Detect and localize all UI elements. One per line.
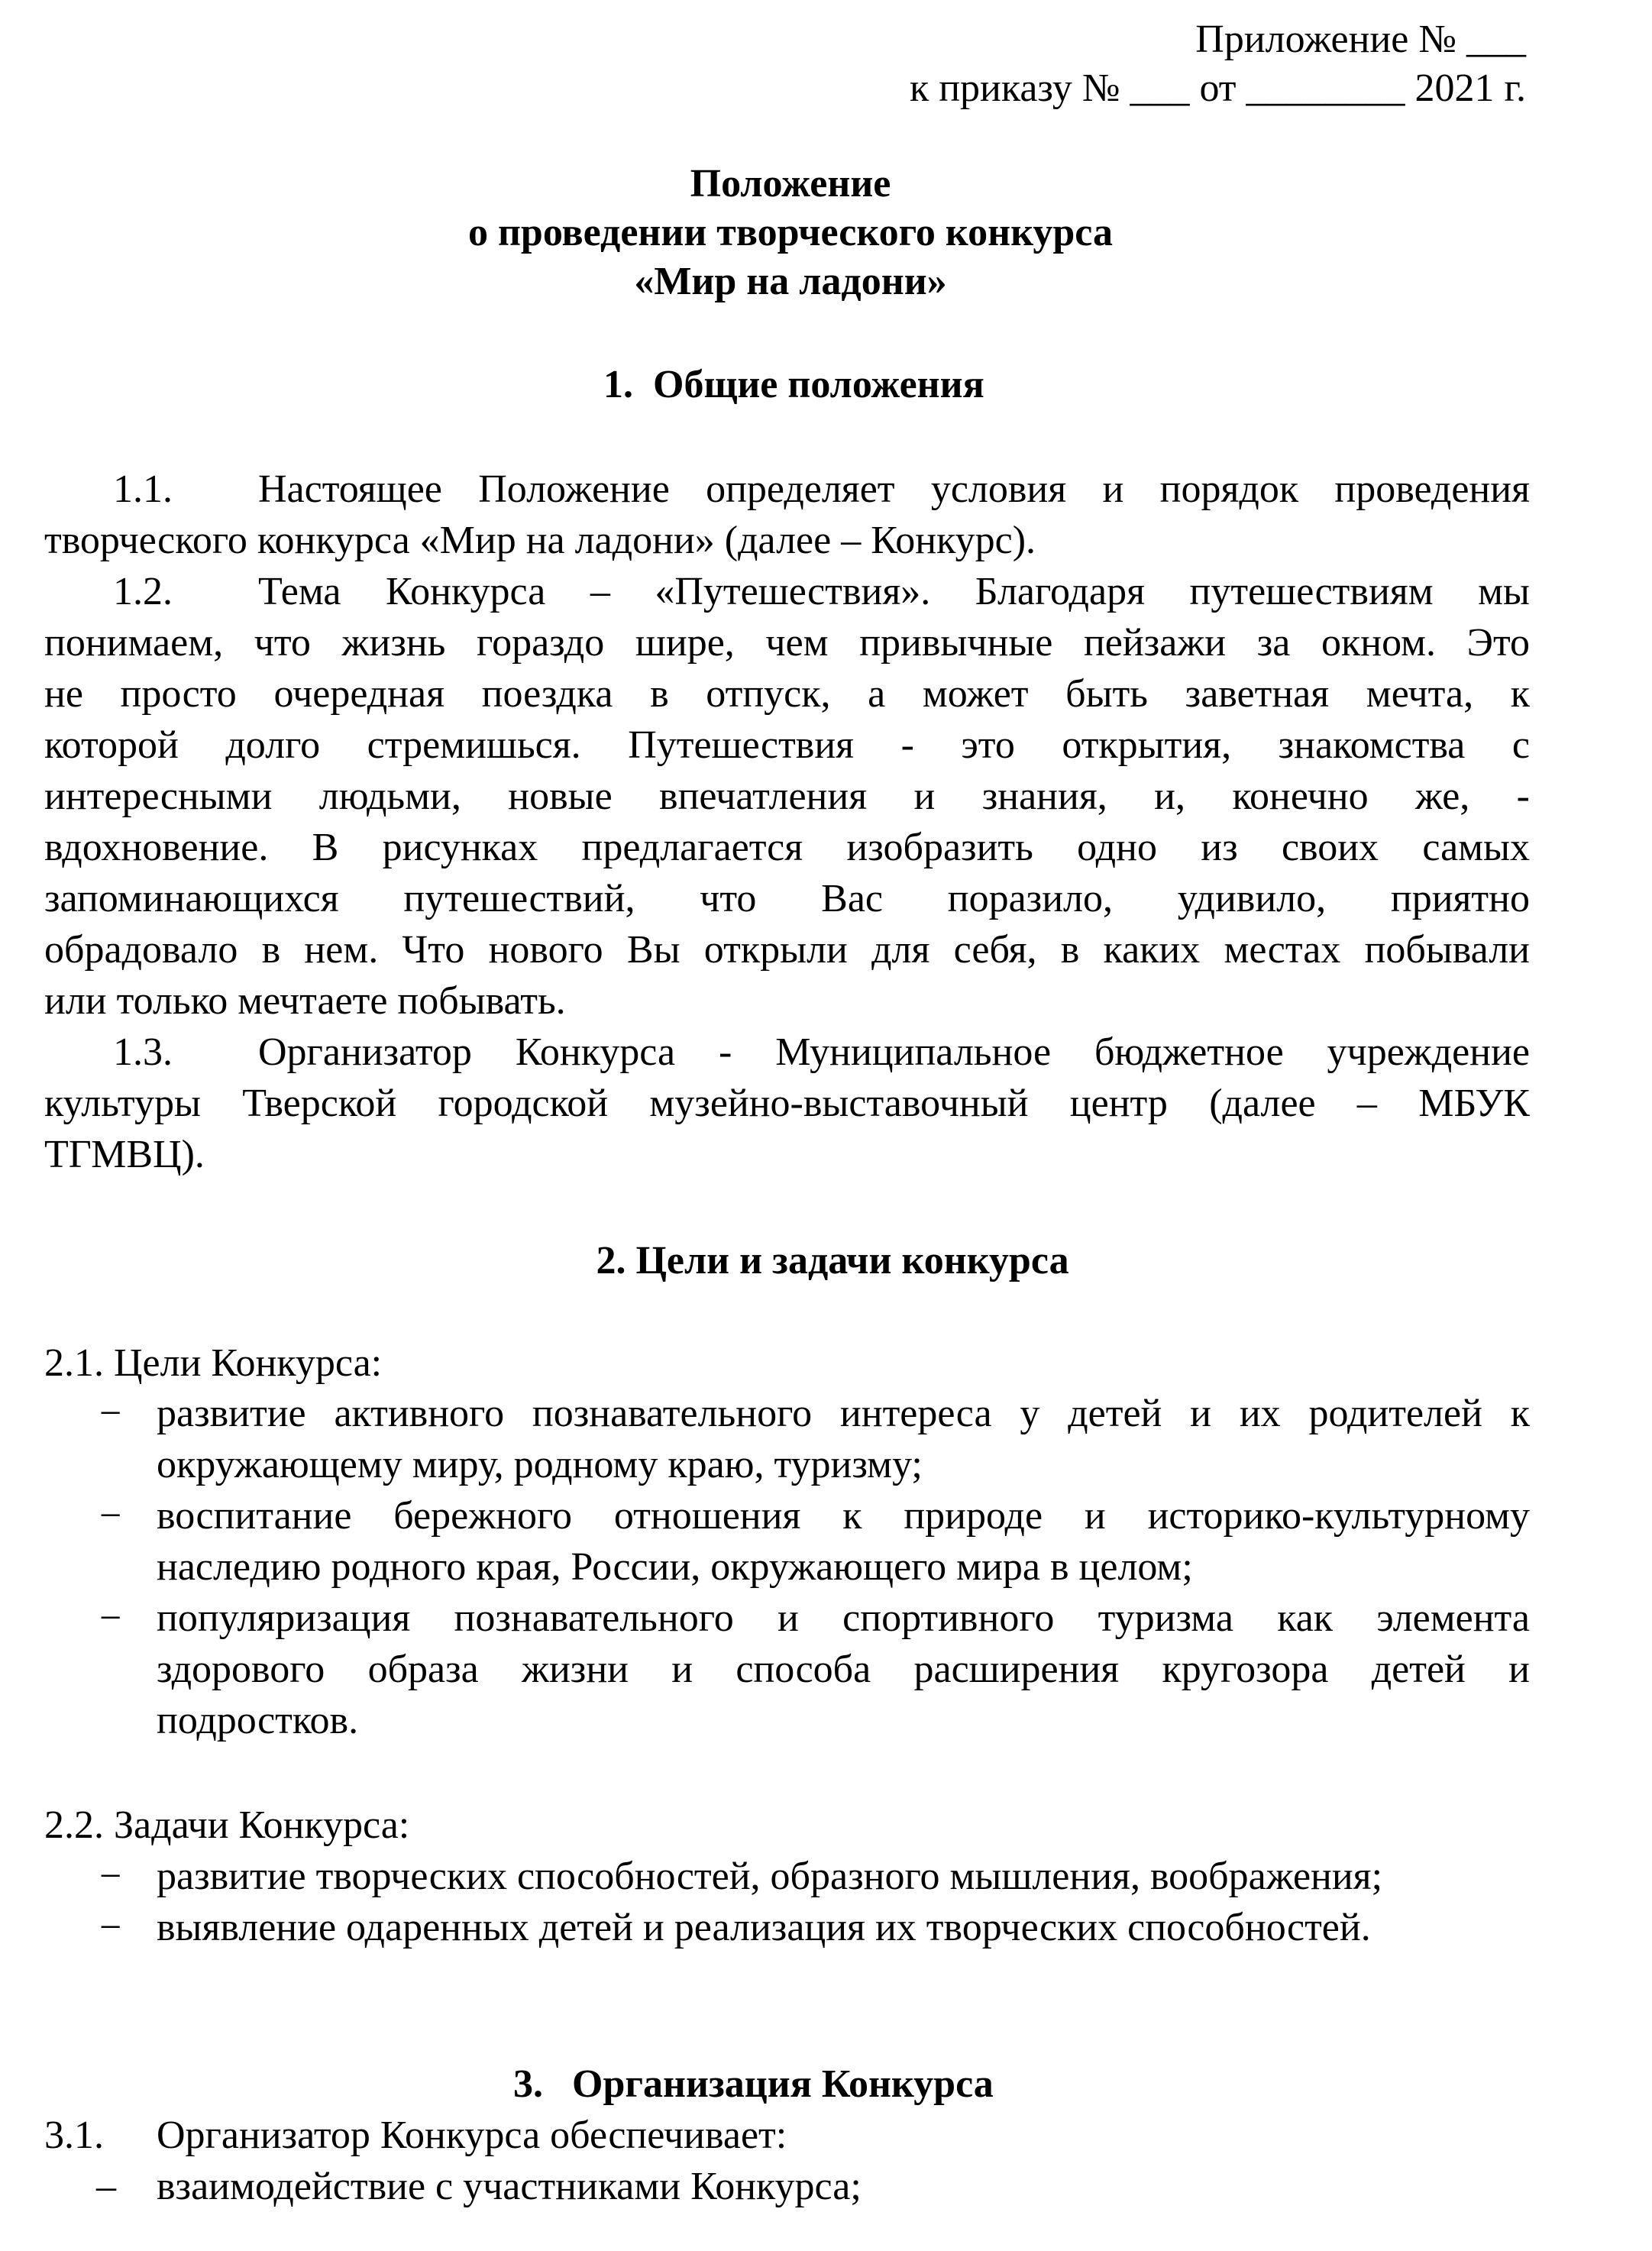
paragraph-1-2-line3: не просто очередная поездка в отпуск, а может быть заветная мечта, к [44, 672, 1530, 716]
goal-3-dash: − [99, 1596, 122, 1640]
section2-heading: 2. Цели и задачи конкурса [596, 1239, 1069, 1282]
order-line: к приказу № ___ от ________ 2021 г. [909, 66, 1526, 110]
section3-heading-text: Организация Конкурса [572, 2062, 994, 2106]
paragraph-1-3-line1: 1.3. Организатор Конкурса - Муниципальное бюджетное учреждение [44, 1027, 1530, 1078]
document-title-line3: «Мир на ладони» [634, 260, 947, 303]
task-1: развитие творческих способностей, образного мышления, воображения; [157, 1855, 1383, 1898]
paragraph-1-3 [44, 1027, 1530, 1180]
paragraph-1-3-line3: ТГМВЦ). [44, 1133, 205, 1176]
section1-heading-num: 1. [603, 363, 633, 406]
organizer-item-1-dash: – [96, 2165, 116, 2208]
paragraph-1-2-line4: которой долго стремишься. Путешествия - это открытия, знакомства с [44, 723, 1530, 767]
paragraph-1-2-line2: понимаем, что жизнь гораздо шире, чем привычные пейзажи за окном. Это [44, 621, 1530, 665]
paragraph-1-2-num: 1.2. [113, 570, 173, 613]
paragraph-1-2-line8: обрадовало в нем. Что нового Вы открыли для себя, в каких местах побывали [44, 928, 1530, 972]
paragraph-1-2-line7: запоминающихся путешествий, что Вас поразило, удивило, приятно [44, 877, 1530, 920]
goal-2-dash: − [99, 1494, 122, 1538]
organizer-item-1: взаимодействие с участниками Конкурса; [157, 2165, 862, 2208]
document-title-line2: о проведении творческого конкурса [467, 211, 1114, 254]
section1-heading [603, 359, 984, 410]
paragraph-1-1-num: 1.1. [113, 467, 173, 511]
goal-1 [157, 1388, 1530, 1490]
paragraph-3-1-text: Организатор Конкурса обеспечивает: [157, 2114, 787, 2157]
paragraph-1-2-line6: вдохновение. В рисунках предлагается изобразить одно из своих самых [44, 826, 1530, 869]
paragraph-1-2 [44, 566, 1530, 1027]
goal-2 [157, 1490, 1530, 1593]
task-1-dash: − [99, 1855, 122, 1898]
goal-3 [157, 1593, 1530, 1746]
task-2-dash: − [99, 1906, 122, 1949]
document-title-line1: Положение [690, 162, 891, 205]
goal-3-line3: подростков. [157, 1699, 359, 1742]
section3-heading-num: 3. [513, 2062, 543, 2106]
tasks-label: 2.2. Задачи Конкурса: [44, 1803, 410, 1847]
paragraph-1-2-line1: 1.2. Тема Конкурса – «Путешествия». Благодаря путешествиям мы [44, 566, 1530, 617]
appendix-line: Приложение № ___ [1195, 18, 1526, 61]
task-2: выявление одаренных детей и реализация их творческих способностей. [157, 1906, 1371, 1949]
goal-1-line2: окружающему миру, родному краю, туризму; [157, 1443, 923, 1486]
paragraph-1-1 [44, 464, 1530, 566]
section1-heading-text: Общие положения [653, 363, 984, 406]
goal-2-line2: наследию родного края, России, окружающего мира в целом; [157, 1545, 1193, 1589]
goal-1-line1: развитие активного познавательного интереса у детей и их родителей к [157, 1392, 1530, 1435]
goal-1-dash: − [99, 1392, 122, 1435]
paragraph-1-1-line1: 1.1. Настоящее Положение определяет условия и порядок проведения [44, 464, 1530, 515]
paragraph-1-2-line5: интересными людьми, новые впечатления и знания, и, конечно же, - [44, 775, 1530, 818]
goal-2-line1: воспитание бережного отношения к природе и историко-культурному [157, 1494, 1530, 1538]
paragraph-1-3-num: 1.3. [113, 1030, 173, 1074]
paragraph-1-2-line9: или только мечтаете побывать. [44, 979, 566, 1023]
section3-heading [513, 2059, 994, 2110]
goal-3-line2: здорового образа жизни и способа расширения кругозора детей и [157, 1648, 1530, 1691]
goal-3-line1: популяризация познавательного и спортивного туризма как элемента [157, 1596, 1530, 1640]
paragraph-1-1-line2: творческого конкурса «Мир на ладони» (далее – Конкурс). [44, 519, 1036, 562]
paragraph-1-3-line2: культуры Тверской городской музейно-выставочный центр (далее – МБУК [44, 1082, 1530, 1125]
goals-label: 2.1. Цели Конкурса: [44, 1341, 383, 1385]
paragraph-3-1-num: 3.1. [44, 2114, 104, 2157]
